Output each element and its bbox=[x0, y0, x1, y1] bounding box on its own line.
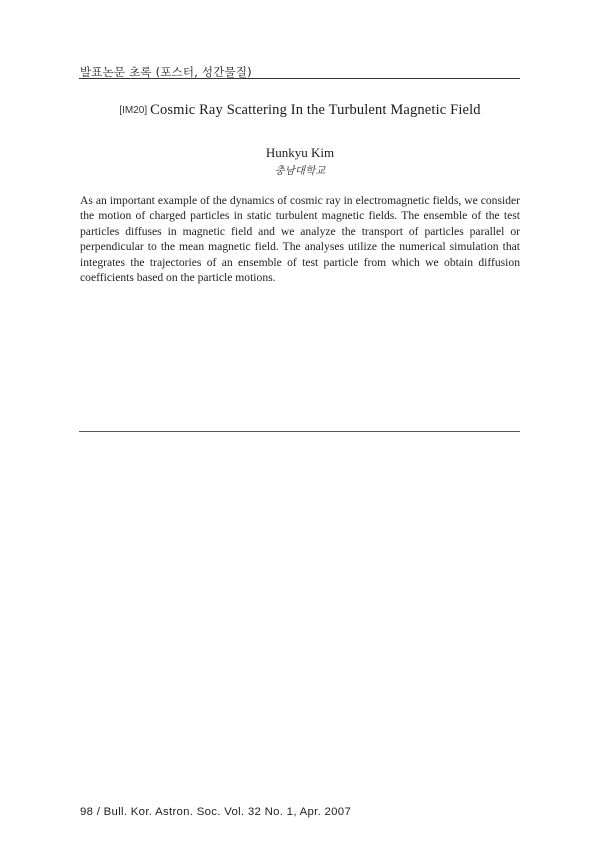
abstract-text: As an important example of the dynamics of cosmic ray in electromagnetic fields, we consider the motion of charged particles in static turbulent magnetic fields. The ensemble of the test particles diffuses in magnetic field and we analyze the transport of particles parallel or perpendicular to the mean magnetic field. The analyses utilize the numerical simulation that integrates the trajectories of an ensemble of test particle from which we obtain diffusion coefficients based on the particle motions. bbox=[80, 194, 520, 285]
author-affiliation: 충남대학교 bbox=[274, 165, 326, 177]
header-rule bbox=[79, 78, 520, 79]
author-name: Hunkyu Kim bbox=[265, 145, 335, 160]
section-header: 발표논문 초록 (포스터, 성간물질) bbox=[80, 65, 252, 79]
abstract-end-rule bbox=[79, 431, 520, 432]
paper-title: Cosmic Ray Scattering In the Turbulent Magnetic Field bbox=[150, 102, 481, 118]
page-footer-citation: 98 / Bull. Kor. Astron. Soc. Vol. 32 No. 1, Apr. 2007 bbox=[80, 806, 352, 818]
abstract-code: [IM20] bbox=[119, 105, 148, 116]
paper-title-line bbox=[0, 101, 600, 119]
